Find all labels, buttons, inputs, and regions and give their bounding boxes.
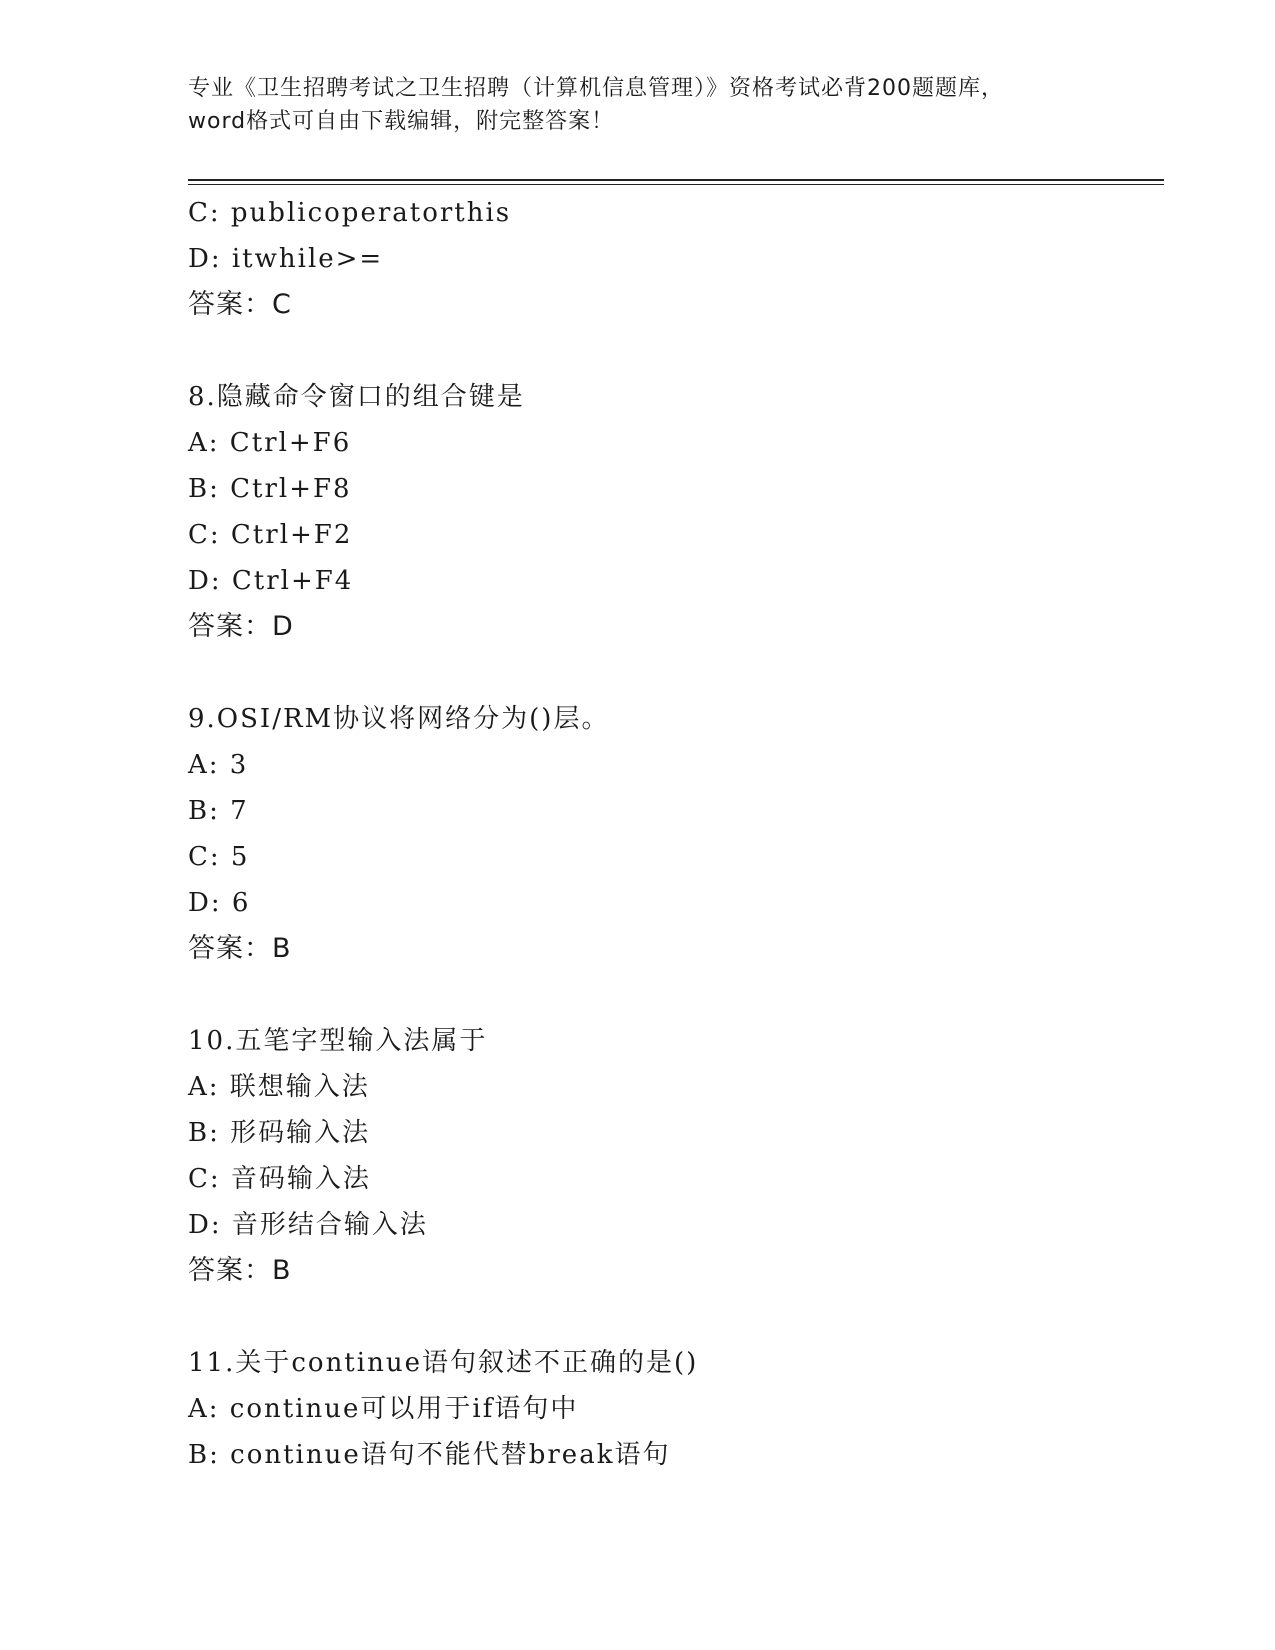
question-8 — [188, 374, 1164, 650]
question-list — [188, 190, 1164, 1478]
option-b: B: 7 — [188, 796, 249, 826]
option-c: C: 音码输入法 — [188, 1164, 371, 1194]
option-b: B: 形码输入法 — [188, 1118, 371, 1148]
option-a: A: 3 — [188, 750, 249, 780]
document-header — [188, 72, 1088, 138]
spacer — [188, 650, 1164, 696]
answer: 答案：C — [188, 289, 292, 320]
question-stem: 9.OSI/RM协议将网络分为()层。 — [188, 704, 610, 734]
option-c: C: publicoperatorthis — [188, 198, 512, 228]
question-10 — [188, 1018, 1164, 1294]
option-d: D: itwhile>= — [188, 244, 384, 274]
option-d: D: 音形结合输入法 — [188, 1210, 428, 1240]
option-c: C: Ctrl+F2 — [188, 520, 353, 550]
option-c: C: 5 — [188, 842, 250, 872]
header-divider-thick — [188, 179, 1164, 181]
answer: 答案：B — [188, 933, 292, 964]
option-b: B: Ctrl+F8 — [188, 474, 352, 504]
question-7-continued — [188, 190, 1164, 328]
option-a: A: 联想输入法 — [188, 1072, 370, 1102]
answer: 答案：B — [188, 1255, 292, 1286]
spacer — [188, 328, 1164, 374]
option-a: A: Ctrl+F6 — [188, 428, 352, 458]
question-stem: 8.隐藏命令窗口的组合键是 — [188, 382, 525, 412]
spacer — [188, 972, 1164, 1018]
question-11 — [188, 1340, 1164, 1478]
header-divider-thin — [188, 184, 1164, 185]
option-d: D: 6 — [188, 888, 251, 918]
header-line-2: word格式可自由下载编辑，附完整答案！ — [188, 109, 615, 134]
option-a: A: continue可以用于if语句中 — [188, 1394, 579, 1424]
question-9 — [188, 696, 1164, 972]
question-stem: 10.五笔字型输入法属于 — [188, 1026, 488, 1056]
option-d: D: Ctrl+F4 — [188, 566, 354, 596]
header-line-1: 专业《卫生招聘考试之卫生招聘（计算机信息管理）》资格考试必背200题题库， — [188, 76, 1004, 101]
spacer — [188, 1294, 1164, 1340]
option-b: B: continue语句不能代替break语句 — [188, 1440, 671, 1470]
question-stem: 11.关于continue语句叙述不正确的是() — [188, 1348, 699, 1378]
answer: 答案：D — [188, 611, 294, 642]
